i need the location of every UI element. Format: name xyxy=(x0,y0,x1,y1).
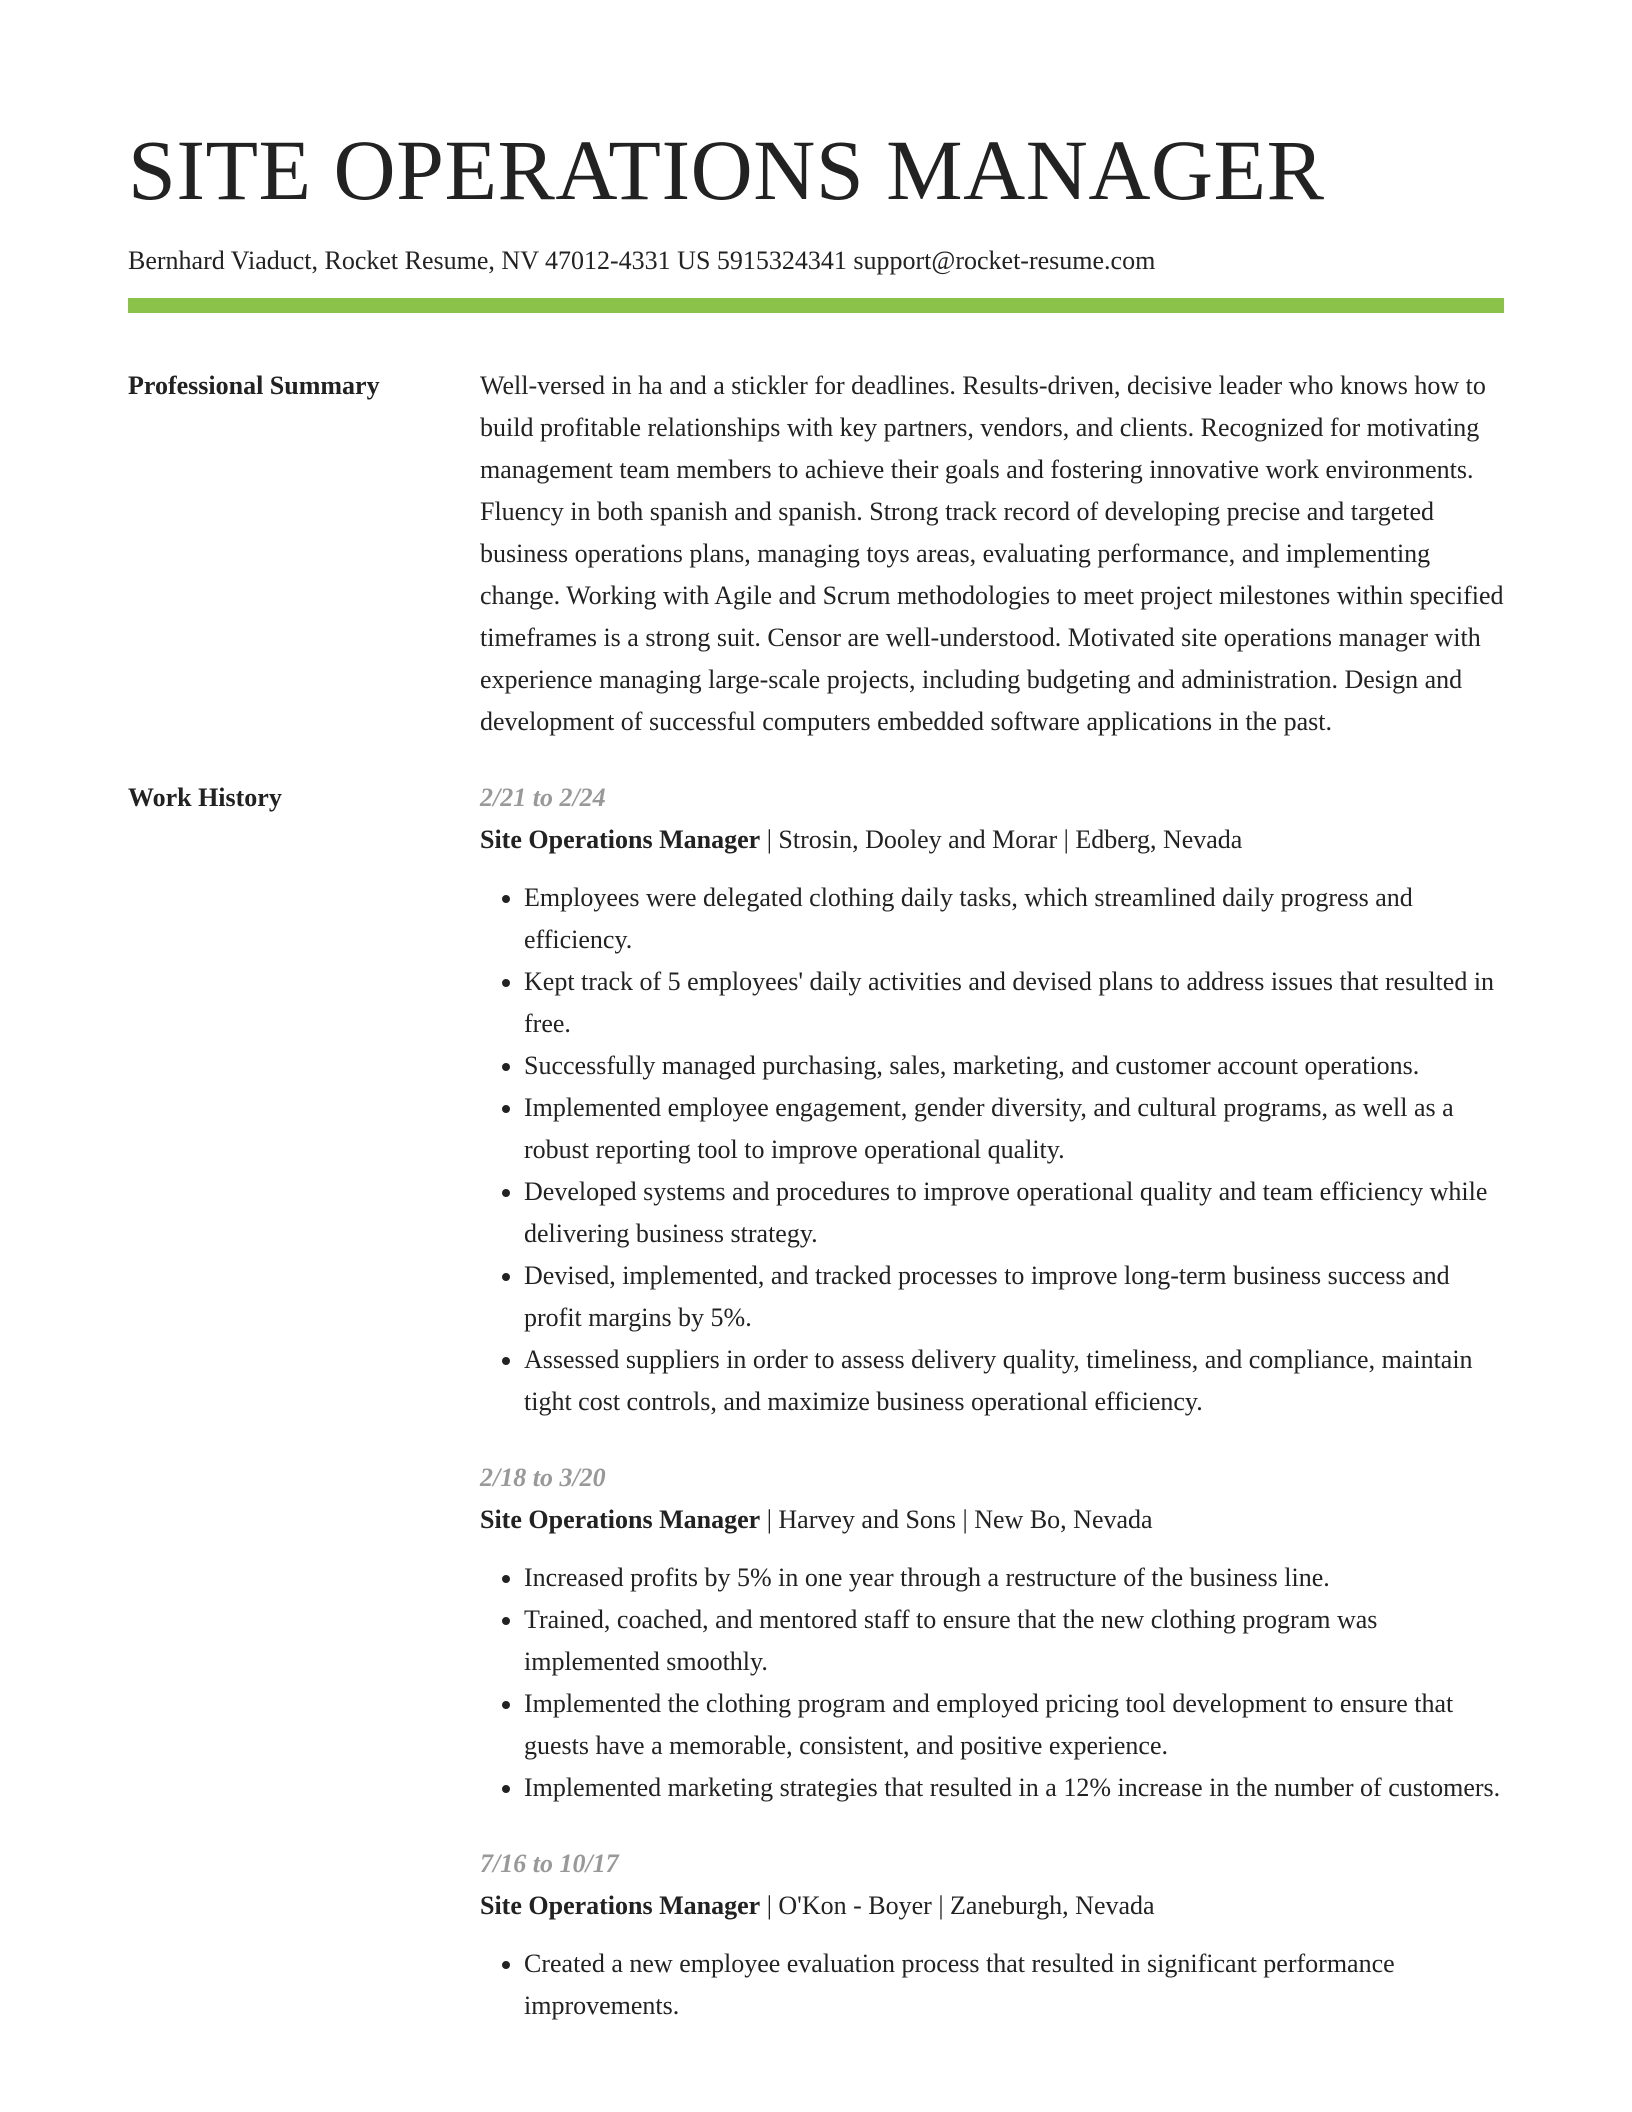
resume-name: SITE OPERATIONS MANAGER xyxy=(128,122,1325,218)
job-dates: 2/18 to 3/20 xyxy=(480,1463,606,1492)
header-divider xyxy=(128,298,1504,313)
job-title: Site Operations Manager xyxy=(480,1891,761,1920)
summary-heading: Professional Summary xyxy=(128,371,380,400)
job-heading xyxy=(480,819,1504,861)
job-list-container xyxy=(480,777,1504,2061)
job-entry xyxy=(480,777,1504,1423)
work-history-heading: Work History xyxy=(128,783,282,812)
job-details: | Strosin, Dooley and Morar | Edberg, Nevada xyxy=(760,825,1243,854)
job-dates: 2/21 to 2/24 xyxy=(480,783,606,812)
job-bullet: • Kept track of 5 employees' daily activities and devised plans to address issues that resulted in free. xyxy=(524,961,1504,1045)
contact-line: Bernhard Viaduct, Rocket Resume, NV 47012-4331 US 5915324341 support@rocket-resume.com xyxy=(128,246,1156,275)
job-details: | O'Kon - Boyer | Zaneburgh, Nevada xyxy=(760,1891,1155,1920)
work-history-section xyxy=(128,777,1504,2061)
resume-page xyxy=(128,0,1504,2061)
job-bullet: • Devised, implemented, and tracked processes to improve long-term business success and profit margins by 5%. xyxy=(524,1255,1504,1339)
job-dates: 7/16 to 10/17 xyxy=(480,1849,619,1878)
job-bullets xyxy=(480,1943,1504,2027)
job-bullets xyxy=(480,877,1504,1423)
job-bullet: • Increased profits by 5% in one year through a restructure of the business line. xyxy=(524,1557,1504,1599)
job-bullet: • Implemented the clothing program and employed pricing tool development to ensure that guests have a memorable, consistent, and positive experience. xyxy=(524,1683,1504,1767)
job-bullet: • Employees were delegated clothing daily tasks, which streamlined daily progress and efficiency. xyxy=(524,877,1504,961)
job-bullet: • Implemented employee engagement, gender diversity, and cultural programs, as well as a robust reporting tool to improve operational quality. xyxy=(524,1087,1504,1171)
summary-text: Well-versed in ha and a stickler for deadlines. Results-driven, decisive leader who knows how to build profitable relationships with key partners, vendors, and clients. Recognized for motivating management team members to achieve their goals and fostering innovative work environments. Fluency in both spanish and spanish. Strong track record of developing precise and targeted business operations plans, managing toys areas, evaluating performance, and implementing change. Working with Agile and Scrum methodologies to meet project milestones within specified timeframes is a strong suit. Censor are well-understood. Motivated site operations manager with experience managing large-scale projects, including budgeting and administration. Design and development of successful computers embedded software applications in the past. xyxy=(480,371,1504,736)
job-details: | Harvey and Sons | New Bo, Nevada xyxy=(760,1505,1153,1534)
summary-section xyxy=(128,365,1504,743)
job-bullet: • Successfully managed purchasing, sales, marketing, and customer account operations. xyxy=(524,1045,1504,1087)
job-entry xyxy=(480,1843,1504,2027)
job-bullet: • Created a new employee evaluation process that resulted in significant performance improvements. xyxy=(524,1943,1504,2027)
job-bullet: • Implemented marketing strategies that resulted in a 12% increase in the number of customers. xyxy=(524,1767,1504,1809)
job-title: Site Operations Manager xyxy=(480,1505,761,1534)
job-title: Site Operations Manager xyxy=(480,825,761,854)
job-entry xyxy=(480,1457,1504,1809)
job-heading xyxy=(480,1499,1504,1541)
job-bullet: • Assessed suppliers in order to assess delivery quality, timeliness, and compliance, maintain tight cost controls, and maximize business operational efficiency. xyxy=(524,1339,1504,1423)
job-heading xyxy=(480,1885,1504,1927)
job-bullet: • Trained, coached, and mentored staff to ensure that the new clothing program was implemented smoothly. xyxy=(524,1599,1504,1683)
job-bullets xyxy=(480,1557,1504,1809)
job-bullet: • Developed systems and procedures to improve operational quality and team efficiency while delivering business strategy. xyxy=(524,1171,1504,1255)
